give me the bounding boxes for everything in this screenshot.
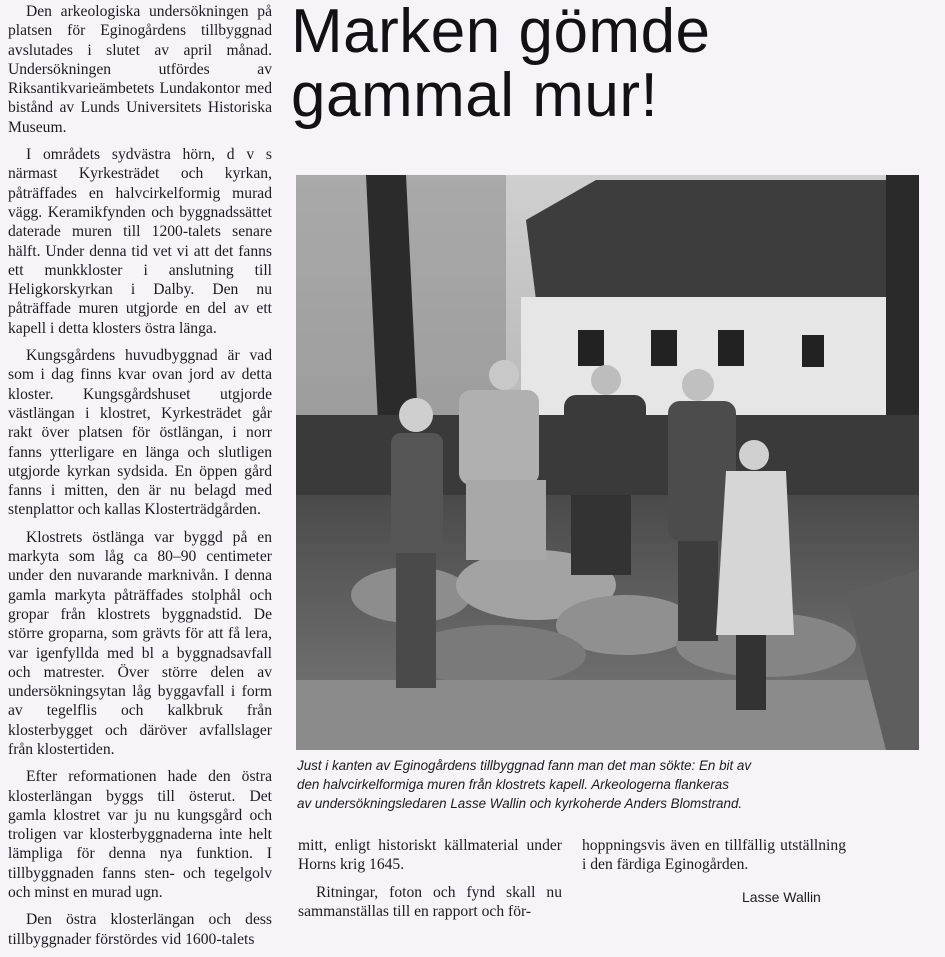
- paragraph-east-wing: Klostrets östlänga var byggd på en markyta som låg ca 80–90 centimeter under den nuvarande marknivån. I denna gamla markyta påträffades stolphål och gropar från klostrets byggnadstid. De större groparna, som grävts för att få lera, var igenfyllda med bl a byggnadsavfall och matrester. Över större delen av undersökningsytan låg byggavfall i form av tegelflis och kalkbruk från klosterbygget och däröver avfallslager från klostertiden.: [8, 528, 272, 758]
- article-column-2: [298, 836, 562, 929]
- caption-line-1: Just i kanten av Eginogårdens tillbyggnad fann man det man sökte: En bit av: [297, 758, 752, 773]
- photo-caption: [297, 756, 927, 813]
- paragraph-exhibition: hoppningsvis även en tillfällig utställning i den färdiga Eginogården.: [582, 837, 846, 874]
- paragraph-kungsgarden: Kungsgårdens huvudbyggnad är vad som i dag finns kvar ovan jord av detta kloster. Kungsgårdshuset utgjorde västlängan i klostret, Kyrkesträdet går rakt över platsen för östlängan, i norr fanns ytterligare en länga och slutligen utgjorde kyrkan sydsida. En öppen gård fanns i mitten, den är nu belagd med stenplattor och kallas Klosterträdgården.: [8, 347, 272, 519]
- excavation-floor: [296, 680, 919, 750]
- paragraph-wall-find: I områdets sydvästra hörn, d v s närmast Kyrkesträdet och kyrkan, påträffades en halvcirkelformig murad vägg. Keramikfynden och byggnadssättet daterade muren till 1200-talets senare hälft. Under denna tid vet vi att det fanns ett munkkloster i anslutning till Heligkorskyrkan i Dalby. Den nu påträffade muren utgjorde en del av ett kapell i detta klosters östra länga.: [8, 146, 272, 337]
- window: [578, 330, 604, 366]
- paragraph-report: Ritningar, foton och fynd skall nu sammanställas till en rapport och för-: [298, 883, 562, 920]
- headline: [291, 0, 931, 128]
- caption-line-3: av undersökningsledaren Lasse Wallin och kyrkoherde Anders Blomstrand.: [297, 796, 743, 811]
- headline-line-1: Marken gömde: [291, 0, 711, 66]
- paragraph-reformation: Efter reformationen hade den östra klosterlängan byggs till österut. Det gamla klostret var ju nu kungsgård och troligen var klosterbyggnaderna inte helt lämpliga för denna nya funktion. I tillbyggnaden fanns sten- och tegelgolv och minst en murad ugn.: [8, 768, 272, 902]
- article-column-1: [8, 2, 272, 957]
- tiled-roof: [526, 180, 906, 300]
- window: [718, 330, 744, 366]
- paragraph-continued: mitt, enligt historiskt källmaterial under Horns krig 1645.: [298, 837, 562, 874]
- window: [802, 335, 824, 367]
- paragraph-destruction: Den östra klosterlängan och dess tillbyggnader förstördes vid 1600-talets: [8, 911, 272, 948]
- photo-illustration: [296, 175, 919, 750]
- man-1: [391, 398, 443, 688]
- headline-line-2: gammal mur!: [291, 61, 659, 130]
- article-column-3: [582, 836, 846, 875]
- caption-line-2: den halvcirkelformiga muren från klostrets kapell. Arkeologerna flankeras: [297, 777, 729, 792]
- window: [651, 330, 677, 366]
- excavation-photo: [296, 175, 919, 750]
- byline: Lasse Wallin: [742, 889, 821, 905]
- paragraph-intro: Den arkeologiska undersökningen på platsen för Eginogårdens tillbyggnad avslutades i slutet av april månad. Undersökningen utfördes av Riksantikvarieämbetets Lundakontor med bistånd av Lunds Universitets Historiska Museum.: [8, 3, 272, 136]
